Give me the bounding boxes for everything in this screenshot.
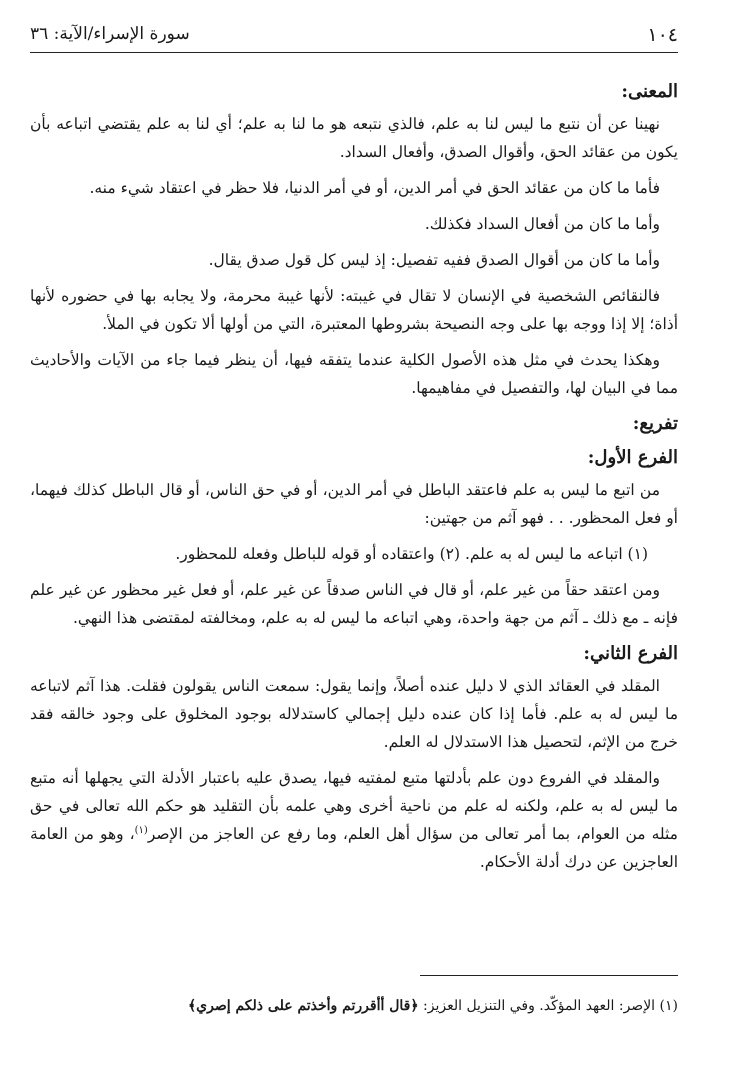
running-title: سورة الإسراء/الآية: ٣٦ bbox=[30, 24, 190, 44]
paragraph: فأما ما كان من عقائد الحق في أمر الدين، أو في أمر الدنيا، فلا حظر في اعتقاد شيء منه. bbox=[89, 179, 660, 197]
heading-second-branch: الفرع الثاني: bbox=[583, 643, 678, 664]
paragraph: المقلد في العقائد الذي لا دليل عنده أصلاً، وإنما يقول: سمعت الناس يقولون فقلت. هذا آثم لاتباعه ما ليس له به علم. فأما إذا كان عنده دليل إجمالي كاستدلاله بوجود المخلوق على وجود خالقه فقد خرج من الإثم، لتحصيل هذا الاستدلال له العلم. bbox=[30, 677, 678, 751]
footnote bbox=[30, 995, 678, 1017]
paragraph: وأما ما كان من أفعال السداد فكذلك. bbox=[424, 215, 660, 233]
heading-branching: تفريع: bbox=[632, 413, 678, 434]
heading-first-branch: الفرع الأول: bbox=[587, 447, 678, 468]
paragraph: وهكذا يحدث في مثل هذه الأصول الكلية عندما يتفقه فيها، أن ينظر فيما جاء من الآيات والأحاديث مما في البيان لها، والتفصيل في مفاهيمها. bbox=[30, 351, 678, 397]
footnote-marker: (١) bbox=[659, 998, 678, 1014]
page-number: ١٠٤ bbox=[647, 24, 678, 46]
heading-meaning: المعنى: bbox=[621, 81, 678, 102]
paragraph-with-footnote bbox=[30, 764, 678, 876]
paragraph: نهينا عن أن نتبع ما ليس لنا به علم، فالذي نتبعه هو ما لنا به علم؛ أي لنا به علم يقتضي اتباعه بأن يكون من عقائد الحق، وأقوال الصدق، وأفعال السداد. bbox=[30, 115, 678, 161]
paragraph: من اتبع ما ليس به علم فاعتقد الباطل في أمر الدين، أو في حق الناس، أو قال الباطل كذلك فيهما، أو فعل المحظور. . . فهو آثم من جهتين: bbox=[30, 481, 678, 527]
paragraph-text: ، وهو من العامة العاجزين عن درك أدلة الأحكام. bbox=[30, 825, 678, 871]
paragraph-text: والمقلد في الفروع دون علم بأدلتها متبع لمفتيه فيها، يصدق عليه باعتبار الأدلة التي يجهلها أنه متبع ما ليس له به علم، ولكنه له علم من ناحية أخرى وهي علمه بأن التقليد هو حكم الله تعالى في حق مثله من العوام، بما أمر تعالى من سؤال أهل العلم، وما رفع عن العاجز من الإصر bbox=[30, 769, 678, 843]
numbered-points: (١) اتباعه ما ليس له به علم. (٢) واعتقاده أو قوله للباطل وفعله للمحظور. bbox=[175, 545, 648, 563]
footnote-quran-quote: ﴿قال أأقررتم وأخذتم على ذلكم إصري﴾ bbox=[187, 998, 419, 1014]
footnote-separator bbox=[420, 975, 678, 976]
page-header bbox=[30, 22, 678, 53]
footnote-reference[interactable]: (١) bbox=[134, 824, 148, 836]
footnote-text: الإصر: العهد المؤكّد. وفي التنزيل العزيز: bbox=[423, 998, 656, 1014]
page-body bbox=[30, 72, 678, 884]
paragraph: فالنقائص الشخصية في الإنسان لا تقال في غيبته: لأنها غيبة محرمة، ولا يجابه بها في حضوره لأنها أذاة؛ إلا إذا ووجه بها على وجه النصيحة بشروطها المعتبرة، التي من أولها ألا تكون في الملأ. bbox=[30, 287, 678, 333]
paragraph: ومن اعتقد حقاً من غير علم، أو قال في الناس صدقاً عن غير علم، أو فعل غير محظور عن غير علم فإنه ـ مع ذلك ـ آثم من جهة واحدة، وهي اتباعه ما ليس له به علم، ومخالفته لمقتضى هذا النهي. bbox=[30, 581, 678, 627]
paragraph: وأما ما كان من أقوال الصدق ففيه تفصيل: إذ ليس كل قول صدق يقال. bbox=[208, 251, 660, 269]
